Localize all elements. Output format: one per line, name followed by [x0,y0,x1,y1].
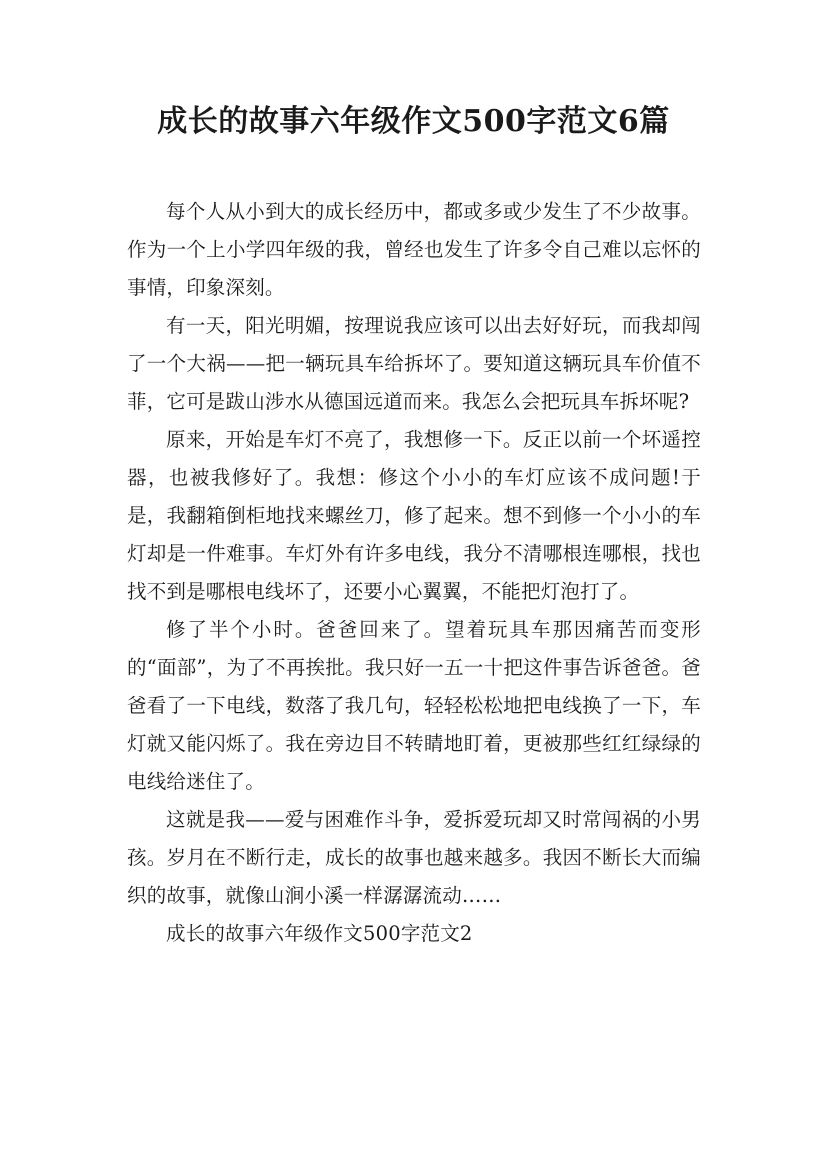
paragraph-2: 有一天，阳光明媚，按理说我应该可以出去好好玩，而我却闯了一个大祸——把一辆玩具车给拆坏了。要知道这辆玩具车价值不菲，它可是跋山涉水从德国远道而来。我怎么会把玩具车拆坏呢? [127,314,701,413]
document-title: 成长的故事六年级作文500字范文6篇 [157,104,670,139]
paragraph-5: 这就是我——爱与困难作斗争，爱拆爱玩却又时常闯祸的小男孩。岁月在不断行走，成长的故事也越来越多。我因不断长大而编织的故事，就像山涧小溪一样潺潺流动…… [127,808,701,907]
document-body [127,193,701,953]
paragraph-1: 每个人从小到大的成长经历中，都或多或少发生了不少故事。作为一个上小学四年级的我，曾经也发生了许多令自己难以忘怀的事情，印象深刻。 [127,200,701,299]
section-heading-2: 成长的故事六年级作文500字范文2 [166,922,473,945]
paragraph-3: 原来，开始是车灯不亮了，我想修一下。反正以前一个坏遥控器，也被我修好了。我想：修这个小小的车灯应该不成问题!于是，我翻箱倒柜地找来螺丝刀，修了起来。想不到修一个小小的车灯却是一件难事。车灯外有许多电线，我分不清哪根连哪根，找也找不到是哪根电线坏了，还要小心翼翼，不能把灯泡打了。 [127,428,701,603]
paragraph-4: 修了半个小时。爸爸回来了。望着玩具车那因痛苦而变形的“面部”，为了不再挨批。我只好一五一十把这件事告诉爸爸。爸爸看了一下电线，数落了我几句，轻轻松松地把电线换了一下，车灯就又能闪烁了。我在旁边目不转睛地盯着，更被那些红红绿绿的电线给迷住了。 [127,618,701,793]
